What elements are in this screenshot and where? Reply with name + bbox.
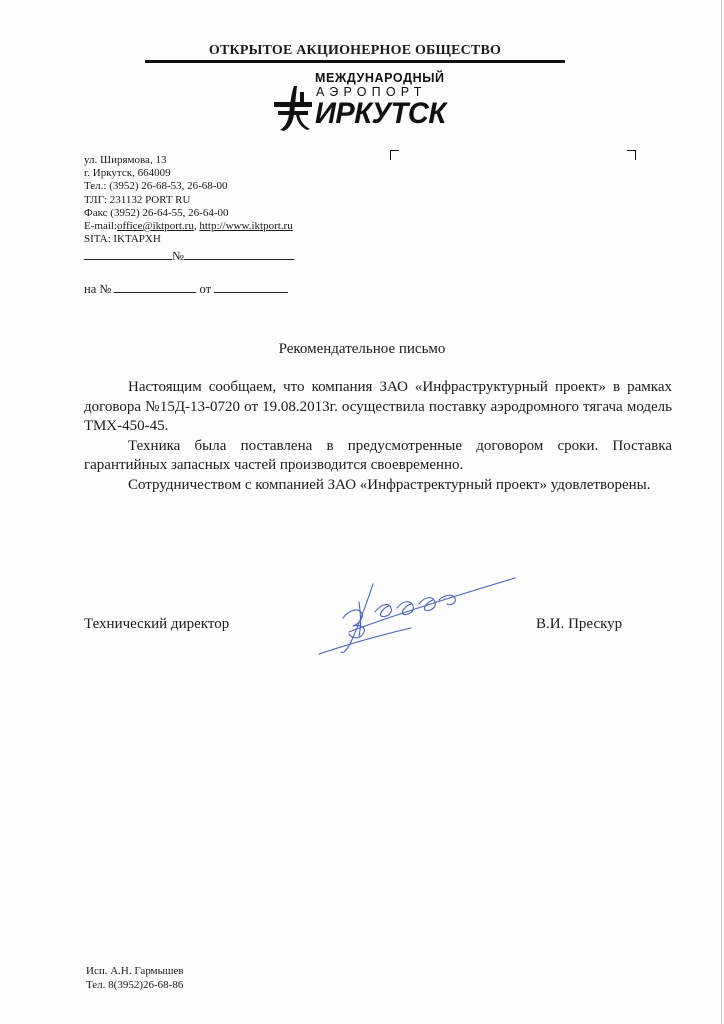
body-paragraph: Настоящим сообщаем, что компания ЗАО «Инфраструктурный проект» в рамках договора №15Д-13-0720 от 19.08.2013г. осуществила поставку аэродромного тягача модель ТМХ-450-45. bbox=[84, 379, 672, 434]
address-city: г. Иркутск, 664009 bbox=[84, 167, 171, 180]
logo-text-international: МЕЖДУНАРОДНЫЙ bbox=[315, 71, 445, 85]
executor-phone: Тел. 8(3952)26-68-86 bbox=[86, 979, 184, 991]
addressee-corner-right bbox=[627, 150, 636, 160]
address-telegraph: ТЛГ: 231132 PORT RU bbox=[84, 193, 191, 206]
address-contacts bbox=[84, 220, 293, 233]
address-phone: Тел.: (3952) 26-68-53, 26-68-00 bbox=[84, 180, 228, 193]
outgoing-reference-line bbox=[84, 248, 294, 264]
address-fax: Факс (3952) 26-64-55, 26-64-00 bbox=[84, 206, 229, 219]
page-edge bbox=[721, 0, 722, 1024]
body-paragraph: Техника была поставлена в предусмотренные договором сроки. Поставка гарантийных запасных частей производится своевременно. bbox=[84, 437, 672, 473]
letter-body bbox=[84, 378, 672, 495]
handwritten-signature bbox=[315, 572, 520, 660]
airport-logo-icon bbox=[274, 84, 314, 132]
email-link[interactable]: office@iktport.ru bbox=[117, 220, 194, 233]
number-sign: № bbox=[172, 249, 184, 263]
body-paragraph: Сотрудничеством с компанией ЗАО «Инфрастректурный проект» удовлетворены. bbox=[128, 476, 651, 493]
logo-text-irkutsk: ИРКУТСК bbox=[315, 97, 446, 131]
ref-number-blank bbox=[184, 248, 294, 260]
address-sita: SITA: IKTAPXH bbox=[84, 233, 161, 246]
executor-footer bbox=[86, 964, 184, 992]
addressee-corner-left bbox=[390, 150, 399, 160]
logo-text-airport: АЭРОПОРТ bbox=[316, 85, 427, 99]
incoming-number-blank bbox=[114, 281, 196, 293]
company-type-heading: ОТКРЫТОЕ АКЦИОНЕРНОЕ ОБЩЕСТВО bbox=[208, 43, 502, 58]
letter-heading: Рекомендательное письмо bbox=[278, 341, 446, 357]
on-number-label: на № bbox=[84, 282, 112, 296]
ref-date-blank bbox=[84, 248, 172, 260]
executor-name: Исп. А.Н. Гармышев bbox=[86, 965, 184, 977]
contact-separator: , bbox=[193, 220, 200, 233]
address-street: ул. Ширямова, 13 bbox=[84, 154, 167, 166]
signatory-name: В.И. Прескур bbox=[536, 616, 623, 632]
from-label: от bbox=[199, 282, 212, 296]
email-label: E-mail: bbox=[84, 220, 117, 233]
website-link[interactable]: http://www.iktport.ru bbox=[199, 220, 293, 233]
sender-address-block bbox=[84, 154, 293, 246]
airport-logo bbox=[272, 70, 472, 134]
signatory-title: Технический директор bbox=[84, 616, 230, 632]
incoming-date-blank bbox=[214, 281, 288, 293]
incoming-reference-line bbox=[84, 281, 288, 297]
header-divider bbox=[145, 60, 565, 63]
